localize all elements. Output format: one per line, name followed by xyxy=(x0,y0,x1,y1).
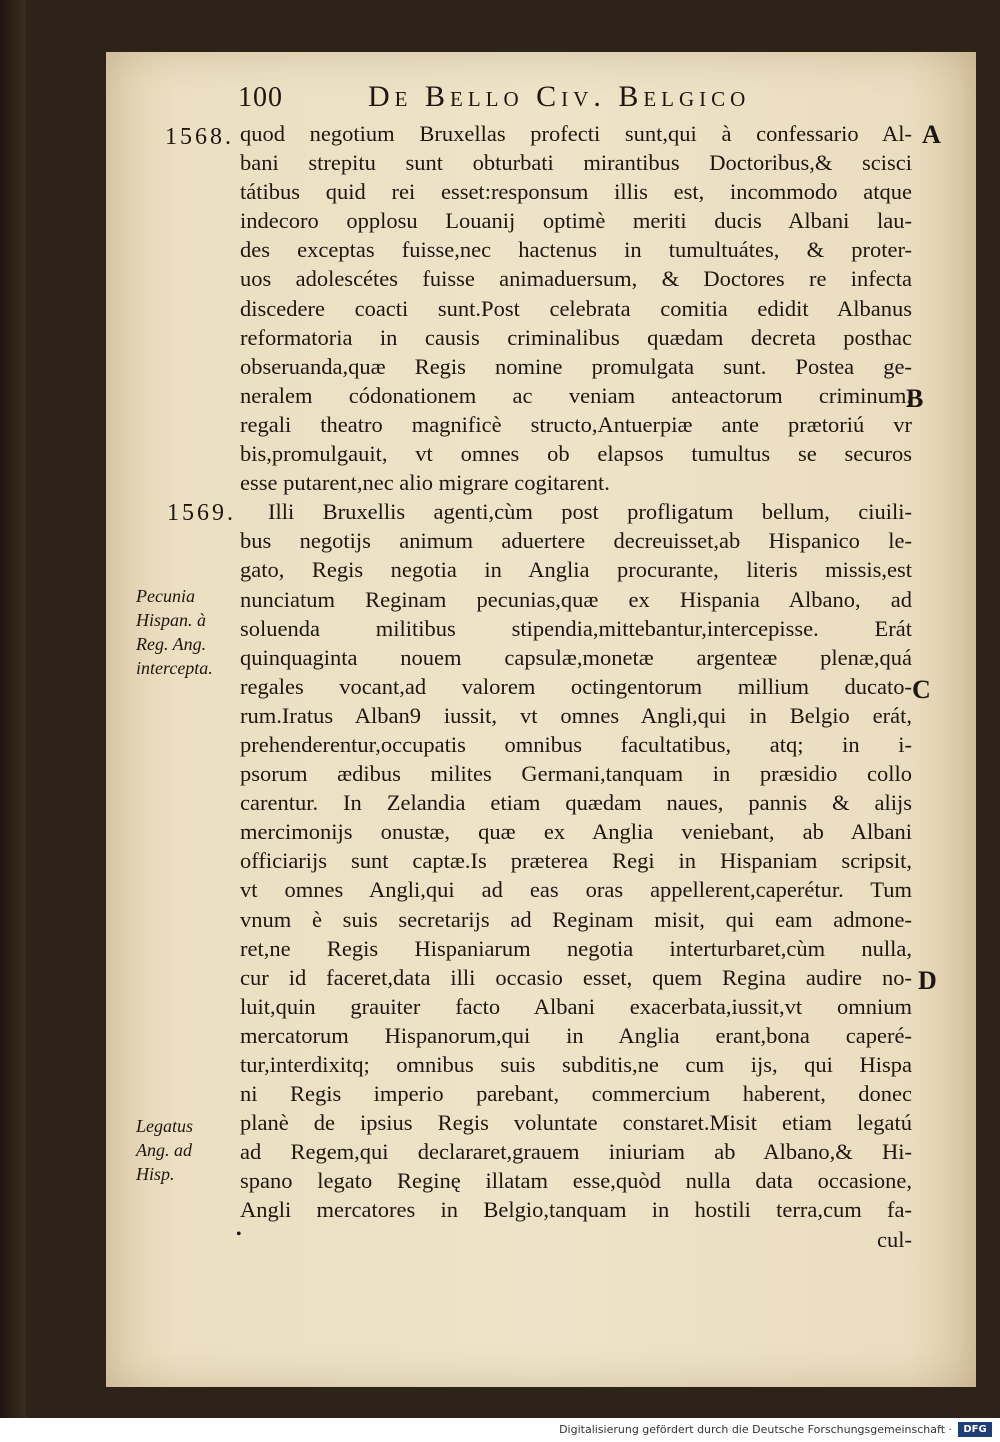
text-line: Angli mercatores in Belgio,tanquam in hostili terra,cum fa- xyxy=(240,1197,912,1223)
text-line: uos adolescétes fuisse animaduersum, & Doctores re infecta xyxy=(240,266,912,292)
text-line: nunciatum Reginam pecunias,quæ ex Hispania Albano, ad xyxy=(240,586,912,612)
text-line: carentur. In Zelandia etiam quædam naues, pannis & alijs xyxy=(240,790,912,816)
text-line: ni Regis imperio parebant, commercium haberent, donec xyxy=(240,1081,912,1107)
body-text xyxy=(240,119,912,1254)
gloss-line: Hisp. xyxy=(136,1164,175,1184)
text-line: ret,ne Regis Hispaniarum negotia interturbaret,cùm nulla, xyxy=(240,935,912,961)
text-line: esse putarent,nec alio migrare cogitarent. xyxy=(240,470,610,496)
margin-year-1568: 1568. xyxy=(165,124,234,150)
section-marker-d: D xyxy=(918,966,937,995)
text-line: indecoro opplosu Louanij optimè meriti ducis Albani lau- xyxy=(240,208,912,234)
text-line: luit,quin grauiter facto Albani exacerbata,iussit,vt omnium xyxy=(240,993,912,1019)
text-line: Illi Bruxellis agenti,cùm post profligatum bellum, ciuili- xyxy=(268,499,912,525)
text-line: mercatorum Hispanorum,qui in Anglia erant,bona caperé- xyxy=(240,1022,912,1048)
text-line: cur id faceret,data illi occasio esset, quem Regina audire no- xyxy=(240,964,912,990)
text-line: des exceptas fuisse,nec hactenus in tumultuátes, & proter- xyxy=(240,237,912,263)
text-line: planè de ipsius Regis voluntate constaret.Misit etiam legatú xyxy=(240,1110,912,1136)
gloss-line: Legatus xyxy=(136,1116,194,1136)
text-line: ad Regem,qui declararet,grauem iniuriam ab Albano,& Hi- xyxy=(240,1139,912,1165)
text-line: discedere coacti sunt.Post celebrata comitia edidit Albanus xyxy=(240,295,912,321)
text-line: vnum è suis secretarijs ad Reginam misit, qui eam admone- xyxy=(240,906,912,932)
running-head: De Bello Civ. Belgico xyxy=(368,80,751,113)
section-marker-c: C xyxy=(912,675,931,704)
marginal-gloss-pecunia xyxy=(136,584,246,680)
text-line: vt omnes Angli,qui ad eas oras appellerent,caperétur. Tum xyxy=(240,877,912,903)
catchword: cul- xyxy=(877,1226,912,1252)
text-line: neralem códonationem ac veniam anteactorum criminum, xyxy=(240,382,912,408)
text-line: bus negotijs animum aduertere decreuisset,ab Hispanico le- xyxy=(240,528,912,554)
footer-bar xyxy=(0,1418,1000,1442)
page-number: 100 xyxy=(238,82,283,113)
section-marker-b: B xyxy=(906,384,924,413)
text-line: quod negotium Bruxellas profecti sunt,qui à confessario Al- xyxy=(240,121,912,146)
text-line: spano legato Reginę illatam esse,quòd nulla data occasione, xyxy=(240,1168,912,1194)
margin-year-1569: 1569. xyxy=(167,500,236,526)
gloss-line: Hispan. à xyxy=(136,610,207,630)
text-line: officiarijs sunt captæ.Is præterea Regi in Hispaniam scripsit, xyxy=(240,848,912,874)
text-line: tátibus quid rei esset:responsum illis est, incommodo atque xyxy=(240,179,912,205)
dfg-logo[interactable]: DFG xyxy=(958,1422,992,1437)
book-spine-edge xyxy=(0,0,26,1418)
gloss-line: Ang. ad xyxy=(136,1140,192,1160)
gloss-line: Reg. Ang. xyxy=(136,634,207,654)
gloss-line: intercepta. xyxy=(136,658,213,678)
text-line: obseruanda,quæ Regis nomine promulgata sunt. Postea ge- xyxy=(240,353,912,379)
text-line: rum.Iratus Alban9 iussit, vt omnes Angli,qui in Belgio erát, xyxy=(240,702,912,728)
text-line: regali theatro magnificè structo,Antuerpiæ ante prætoriú vr xyxy=(240,411,912,437)
marginal-gloss-legatus xyxy=(136,1114,246,1186)
text-line: mercimonijs onustæ, quæ ex Anglia veniebant, ab Albani xyxy=(240,819,912,845)
text-line: bani strepitu sunt obturbati mirantibus Doctoribus,& scisci xyxy=(240,150,912,176)
funding-credit: Digitalisierung gefördert durch die Deutsche Forschungsgemeinschaft · xyxy=(559,1423,952,1436)
catchword-mark: • xyxy=(236,1226,242,1243)
text-line: tur,interdixitq; omnibus suis subditis,ne cum ijs, qui Hispa xyxy=(240,1052,912,1077)
text-line: psorum ædibus milites Germani,tanquam in præsidio collo xyxy=(240,761,912,787)
text-line: prehenderentur,occupatis omnibus facultatibus, atq; in i- xyxy=(240,731,912,757)
section-marker-a: A xyxy=(922,120,941,149)
gloss-line: Pecunia xyxy=(136,586,195,606)
text-line: gato, Regis negotia in Anglia procurante, literis missis,est xyxy=(240,557,912,583)
text-line: reformatoria in causis criminalibus quædam decreta posthac xyxy=(240,324,912,350)
text-line: bis,promulgauit, vt omnes ob elapsos tumultus se securos xyxy=(240,441,912,467)
text-line: soluenda militibus stipendia,mittebantur,intercepisse. Erát xyxy=(240,615,912,641)
text-line: quinquaginta nouem capsulæ,monetæ argenteæ plenæ,quá xyxy=(240,644,912,670)
text-line: regales vocant,ad valorem octingentorum millium ducato- xyxy=(240,673,912,699)
